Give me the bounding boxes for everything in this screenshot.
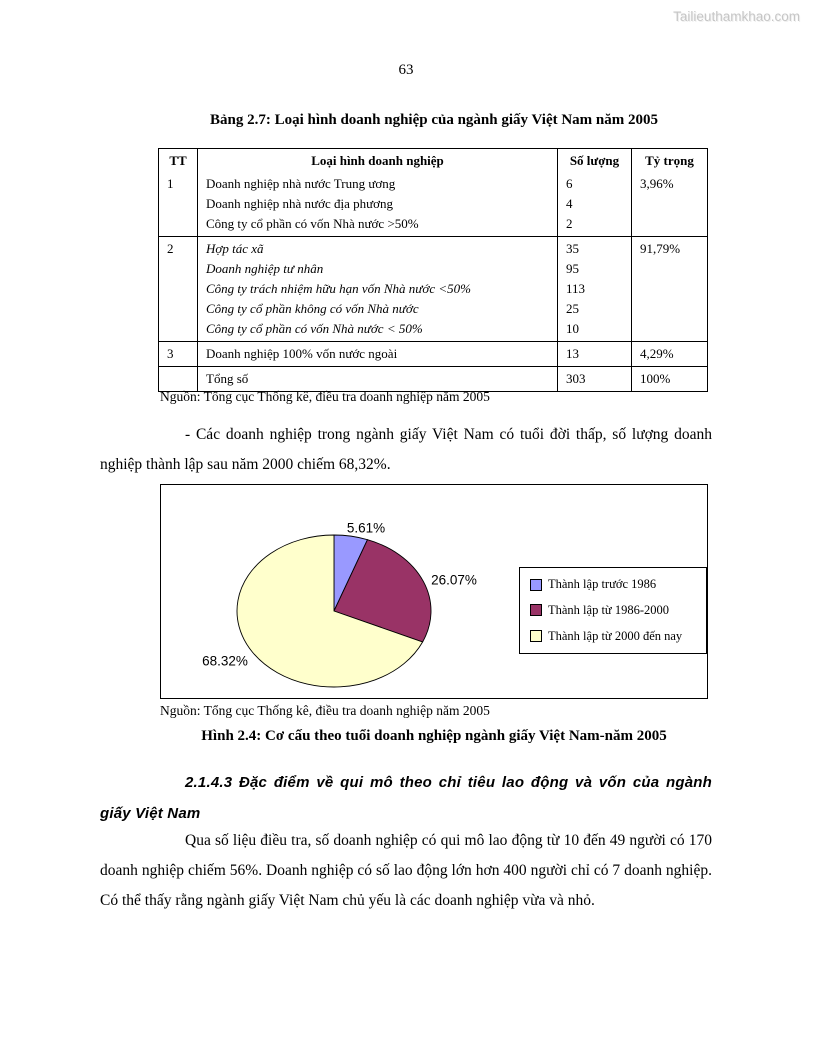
legend-label: Thành lập từ 2000 đến nay bbox=[548, 628, 683, 643]
legend-swatch-icon bbox=[530, 579, 542, 591]
cell-type: Doanh nghiệp 100% vốn nước ngoài bbox=[197, 342, 557, 366]
table-header-type: Loại hình doanh nghiệp bbox=[197, 149, 557, 172]
legend-item bbox=[530, 577, 706, 592]
cell-type: Doanh nghiệp nhà nước Trung ương Doanh nghiệp nhà nước địa phương Công ty cổ phần có vốn Nhà nước >50% bbox=[197, 172, 557, 236]
legend-swatch-icon bbox=[530, 630, 542, 642]
pie-label-slice2: 26.07% bbox=[431, 572, 477, 588]
figure-caption: Hình 2.4: Cơ cấu theo tuổi doanh nghiệp ngành giấy Việt Nam-năm 2005 bbox=[201, 728, 667, 744]
table-row bbox=[159, 236, 707, 341]
table-source: Nguồn: Tổng cục Thống kê, điều tra doanh nghiệp năm 2005 bbox=[160, 389, 490, 404]
cell-quantity: 6 4 2 bbox=[557, 172, 631, 236]
watermark: Tailieuthamkhao.com bbox=[673, 9, 800, 24]
pie-chart-frame bbox=[160, 484, 708, 699]
cell-tt: 2 bbox=[167, 241, 174, 256]
table-row bbox=[159, 172, 707, 236]
cell-tt: 1 bbox=[167, 176, 174, 191]
cell-share: 91,79% bbox=[631, 237, 707, 341]
cell-share: 100% bbox=[631, 367, 707, 391]
cell-quantity: 13 bbox=[557, 342, 631, 366]
cell-tt: 3 bbox=[167, 346, 174, 361]
legend-item bbox=[530, 603, 706, 618]
chart-source: Nguồn: Tổng cục Thống kê, điều tra doanh nghiệp năm 2005 bbox=[160, 703, 490, 718]
section-paragraph: Qua số liệu điều tra, số doanh nghiệp có qui mô lao động từ 10 đến 49 người có 170 doanh nghiệp chiếm 56%. Doanh nghiệp có số lao động lớn hơn 400 người chỉ có 7 doanh nghiệp. Có thể thấy rằng ngành giấy Việt Nam chủ yếu là các doanh nghiệp vừa và nhỏ. bbox=[100, 832, 712, 909]
cell-quantity: 35 95 113 25 10 bbox=[557, 237, 631, 341]
table-row bbox=[159, 366, 707, 391]
cell-share: 4,29% bbox=[631, 342, 707, 366]
chart-legend bbox=[519, 567, 707, 654]
cell-type: Tổng số bbox=[197, 367, 557, 391]
legend-label: Thành lập trước 1986 bbox=[548, 577, 657, 592]
intro-paragraph: - Các doanh nghiệp trong ngành giấy Việt Nam có tuổi đời thấp, số lượng doanh nghiệp thành lập sau năm 2000 chiếm 68,32%. bbox=[100, 426, 712, 473]
cell-share: 3,96% bbox=[631, 172, 707, 236]
pie-label-slice3: 68.32% bbox=[202, 653, 248, 669]
table-header-tt: TT bbox=[169, 153, 187, 168]
table-header-share: Tỷ trọng bbox=[631, 149, 707, 172]
table-body bbox=[159, 172, 707, 391]
legend-swatch-icon bbox=[530, 604, 542, 616]
legend-label: Thành lập từ 1986-2000 bbox=[548, 602, 669, 617]
table-header-quantity: Số lượng bbox=[557, 149, 631, 172]
table-header-row bbox=[159, 149, 707, 172]
cell-tt bbox=[159, 367, 197, 391]
page-number: 63 bbox=[398, 62, 414, 78]
table-row bbox=[159, 341, 707, 366]
cell-type: Hợp tác xã Doanh nghiệp tư nhân Công ty trách nhiệm hữu hạn vốn Nhà nước <50% Công ty cổ phần không có vốn Nhà nước Công ty cổ phần có vốn Nhà nước < 50% bbox=[197, 237, 557, 341]
enterprise-type-table bbox=[158, 148, 708, 392]
pie-label-slice1: 5.61% bbox=[346, 520, 386, 536]
section-heading: 2.1.4.3 Đặc điểm về qui mô theo chỉ tiêu lao động và vốn của ngành giấy Việt Nam bbox=[100, 774, 712, 822]
legend-item bbox=[530, 629, 706, 644]
table-title: Bảng 2.7: Loại hình doanh nghiệp của ngành giấy Việt Nam năm 2005 bbox=[209, 112, 659, 128]
cell-quantity: 303 bbox=[557, 367, 631, 391]
